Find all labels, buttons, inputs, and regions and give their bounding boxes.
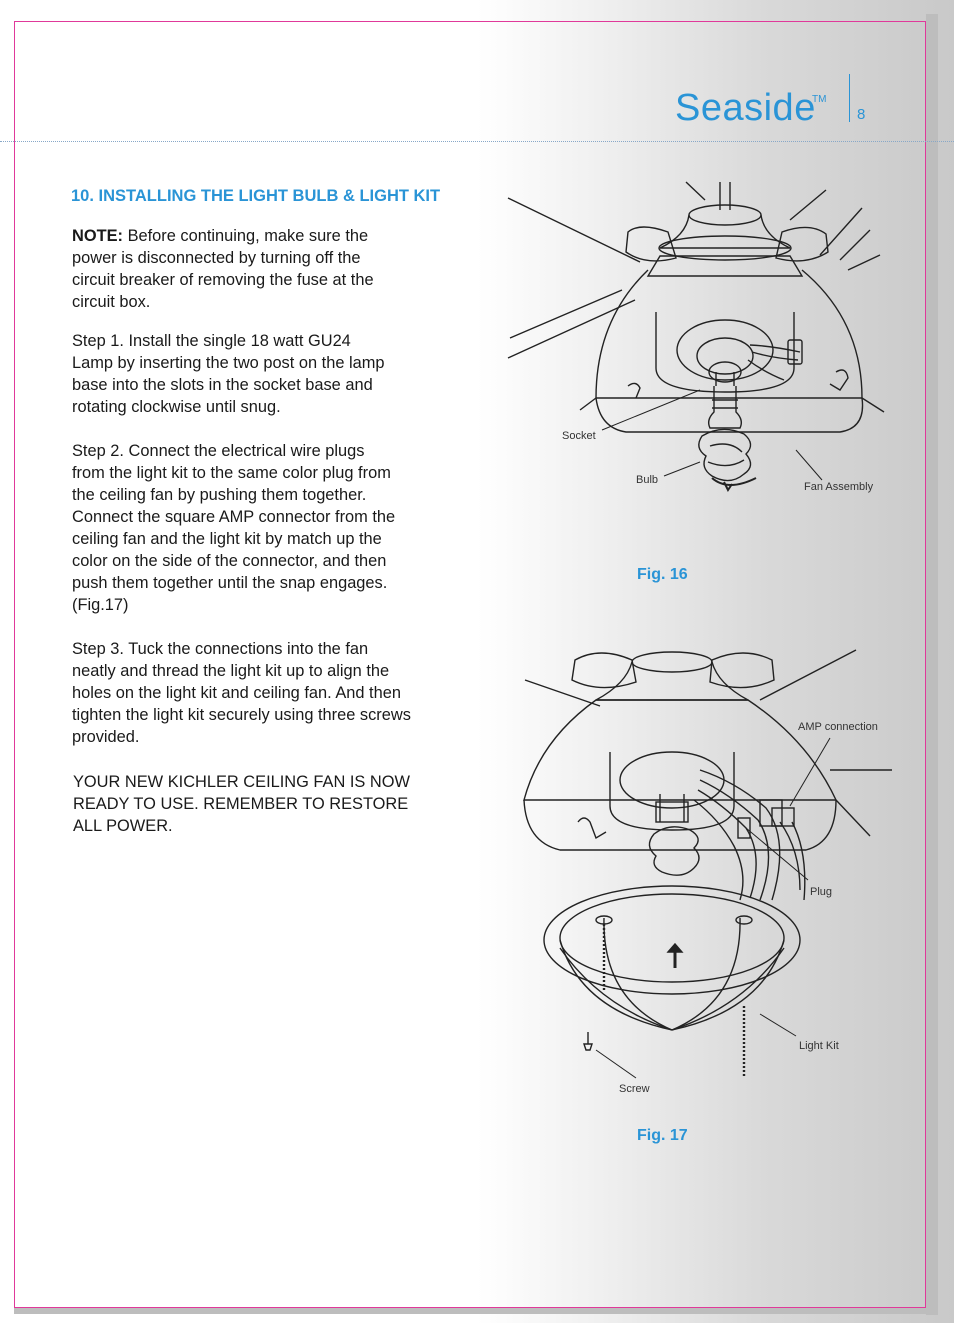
step3-line: tighten the light kit securely using three screws [72, 706, 411, 724]
step3-line: Step 3. Tuck the connections into the fan [72, 640, 369, 658]
step3-line: provided. [72, 728, 140, 746]
page-number: 8 [857, 106, 866, 123]
step3-line: neatly and thread the light kit up to align the [72, 662, 390, 680]
fig16-fan-assembly-label: Fan Assembly [804, 481, 874, 493]
note-text: Before continuing, make sure the [127, 227, 369, 245]
fig16-caption: Fig. 16 [637, 566, 688, 583]
note-line: circuit breaker of removing the fuse at the [72, 271, 374, 289]
step2-line: ceiling fan and the light kit by match up the [72, 530, 382, 548]
fig17-plug-label: Plug [810, 886, 833, 898]
step1-line: rotating clockwise until snug. [72, 398, 281, 416]
step1-line: Step 1. Install the single 18 watt GU24 [72, 332, 351, 350]
step1-line: base into the slots in the socket base and [72, 376, 373, 394]
trademark-mark: TM [812, 94, 827, 105]
note-line: circuit box. [72, 293, 151, 311]
step1-line: Lamp by inserting the two post on the lamp [72, 354, 385, 372]
section-title: 10. INSTALLING THE LIGHT BULB & LIGHT KIT [71, 187, 441, 205]
note-label: NOTE: [72, 227, 123, 245]
step3-line: holes on the light kit and ceiling fan. And then [72, 684, 401, 702]
note-line: power is disconnected by turning off the [72, 249, 361, 267]
fig16-ceiling-line [508, 198, 640, 262]
step2-line: (Fig.17) [72, 596, 129, 614]
fig17-caption: Fig. 17 [637, 1127, 688, 1144]
fig17-screw-label: Screw [619, 1083, 650, 1095]
final-line: ALL POWER. [73, 817, 173, 835]
brand-title: Seaside [675, 87, 816, 129]
fig16-socket-label: Socket [562, 430, 596, 442]
step2-line: color on the side of the connector, and then [72, 552, 387, 570]
fig16-bulb-label: Bulb [636, 474, 659, 486]
step2-line: Step 2. Connect the electrical wire plugs [72, 442, 365, 460]
fig17-amp-connection-label: AMP connection [798, 721, 878, 733]
fig17-light-kit-label: Light Kit [799, 1040, 839, 1052]
step2-line: from the light kit to the same color plug from [72, 464, 391, 482]
final-line: READY TO USE. REMEMBER TO RESTORE [73, 795, 409, 813]
step2-line: push them together until the snap engages. [72, 574, 388, 592]
step2-line: the ceiling fan by pushing them together. [72, 486, 367, 504]
fig16-illustration [508, 182, 884, 490]
fig17-illustration [524, 650, 892, 1078]
step2-line: Connect the square AMP connector from the [72, 508, 396, 526]
final-line: YOUR NEW KICHLER CEILING FAN IS NOW [73, 773, 410, 791]
